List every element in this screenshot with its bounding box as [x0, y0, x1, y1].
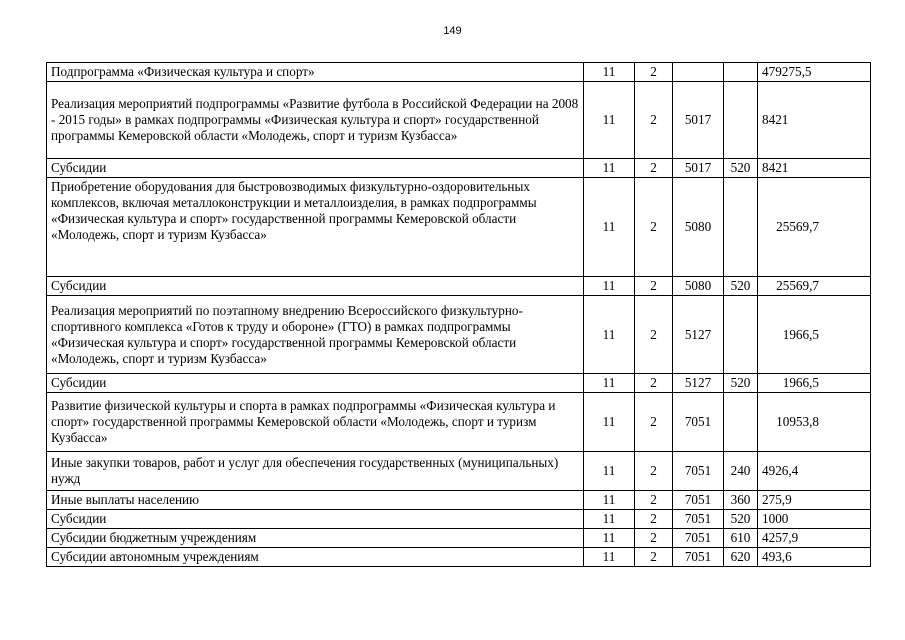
row-name: Субсидии [47, 510, 584, 529]
budget-table [46, 62, 871, 567]
row-subsection: 2 [635, 277, 673, 296]
row-name: Субсидии [47, 374, 584, 393]
row-subsection: 2 [635, 510, 673, 529]
row-section: 11 [584, 548, 635, 567]
row-subsection: 2 [635, 548, 673, 567]
row-expense-type [724, 296, 758, 374]
table-row [47, 393, 871, 452]
row-target-item: 5080 [673, 178, 724, 277]
row-section: 11 [584, 452, 635, 491]
row-section: 11 [584, 296, 635, 374]
row-expense-type [724, 178, 758, 277]
table-row [47, 452, 871, 491]
row-amount: 1966,5 [758, 296, 871, 374]
row-target-item: 5127 [673, 374, 724, 393]
page-number: 149 [443, 25, 462, 37]
row-expense-type: 520 [724, 159, 758, 178]
row-section: 11 [584, 277, 635, 296]
table-row [47, 374, 871, 393]
table-row [47, 159, 871, 178]
row-subsection: 2 [635, 529, 673, 548]
row-amount: 1966,5 [758, 374, 871, 393]
row-target-item: 7051 [673, 491, 724, 510]
row-name: Субсидии автономным учреждениям [47, 548, 584, 567]
row-name: Субсидии [47, 277, 584, 296]
row-subsection: 2 [635, 452, 673, 491]
row-section: 11 [584, 491, 635, 510]
row-expense-type: 620 [724, 548, 758, 567]
row-subsection: 2 [635, 82, 673, 159]
table-row [47, 178, 871, 277]
row-target-item: 7051 [673, 548, 724, 567]
row-subsection: 2 [635, 63, 673, 82]
row-subsection: 2 [635, 178, 673, 277]
table-row [47, 296, 871, 374]
row-amount: 8421 [758, 82, 871, 159]
row-expense-type: 240 [724, 452, 758, 491]
row-target-item: 7051 [673, 529, 724, 548]
row-target-item: 7051 [673, 393, 724, 452]
row-section: 11 [584, 63, 635, 82]
row-section: 11 [584, 82, 635, 159]
table-row [47, 63, 871, 82]
row-target-item: 7051 [673, 510, 724, 529]
table-row [47, 529, 871, 548]
row-amount: 25569,7 [758, 178, 871, 277]
row-name: Приобретение оборудования для быстровозводимых физкультурно-оздоровительных комплексов, включая металлоконструкции и металлоизделия, в рамках подпрограммы «Физическая культура и спорт» государственной программы Кемеровской области «Молодежь, спорт и туризм Кузбасса» [47, 178, 584, 277]
row-expense-type [724, 82, 758, 159]
row-section: 11 [584, 529, 635, 548]
row-subsection: 2 [635, 491, 673, 510]
row-subsection: 2 [635, 374, 673, 393]
table-row [47, 510, 871, 529]
row-name: Реализация мероприятий по поэтапному внедрению Всероссийского физкультурно-спортивного комплекса «Готов к труду и обороне» (ГТО) в рамках подпрограммы «Физическая культура и спорт» государственной программы Кемеровской области «Молодежь, спорт и туризм Кузбасса» [47, 296, 584, 374]
row-subsection: 2 [635, 393, 673, 452]
row-name: Иные выплаты населению [47, 491, 584, 510]
row-expense-type: 610 [724, 529, 758, 548]
row-target-item: 5017 [673, 82, 724, 159]
row-name: Субсидии [47, 159, 584, 178]
row-name: Иные закупки товаров, работ и услуг для обеспечения государственных (муниципальных) нужд [47, 452, 584, 491]
row-target-item: 7051 [673, 452, 724, 491]
row-subsection: 2 [635, 296, 673, 374]
row-amount: 493,6 [758, 548, 871, 567]
row-expense-type: 520 [724, 277, 758, 296]
row-amount: 8421 [758, 159, 871, 178]
row-target-item: 5080 [673, 277, 724, 296]
row-target-item: 5127 [673, 296, 724, 374]
row-amount: 4257,9 [758, 529, 871, 548]
row-section: 11 [584, 374, 635, 393]
table-row [47, 548, 871, 567]
row-section: 11 [584, 178, 635, 277]
row-expense-type: 520 [724, 374, 758, 393]
table-row [47, 277, 871, 296]
row-expense-type [724, 393, 758, 452]
row-amount: 275,9 [758, 491, 871, 510]
table-row [47, 491, 871, 510]
row-expense-type [724, 63, 758, 82]
row-name: Подпрограмма «Физическая культура и спорт» [47, 63, 584, 82]
row-section: 11 [584, 159, 635, 178]
row-section: 11 [584, 393, 635, 452]
row-amount: 1000 [758, 510, 871, 529]
row-expense-type: 520 [724, 510, 758, 529]
table-row [47, 82, 871, 159]
row-name: Реализация мероприятий подпрограммы «Развитие футбола в Российской Федерации на 2008 - 2015 годы» в рамках подпрограммы «Физическая культура и спорт» государственной программы Кемеровской области «Молодежь, спорт и туризм Кузбасса» [47, 82, 584, 159]
row-target-item [673, 63, 724, 82]
row-amount: 4926,4 [758, 452, 871, 491]
row-section: 11 [584, 510, 635, 529]
row-name: Субсидии бюджетным учреждениям [47, 529, 584, 548]
row-name: Развитие физической культуры и спорта в рамках подпрограммы «Физическая культура и спорт» государственной программы Кемеровской области «Молодежь, спорт и туризм Кузбасса» [47, 393, 584, 452]
row-subsection: 2 [635, 159, 673, 178]
row-amount: 479275,5 [758, 63, 871, 82]
row-expense-type: 360 [724, 491, 758, 510]
row-target-item: 5017 [673, 159, 724, 178]
row-amount: 10953,8 [758, 393, 871, 452]
row-amount: 25569,7 [758, 277, 871, 296]
